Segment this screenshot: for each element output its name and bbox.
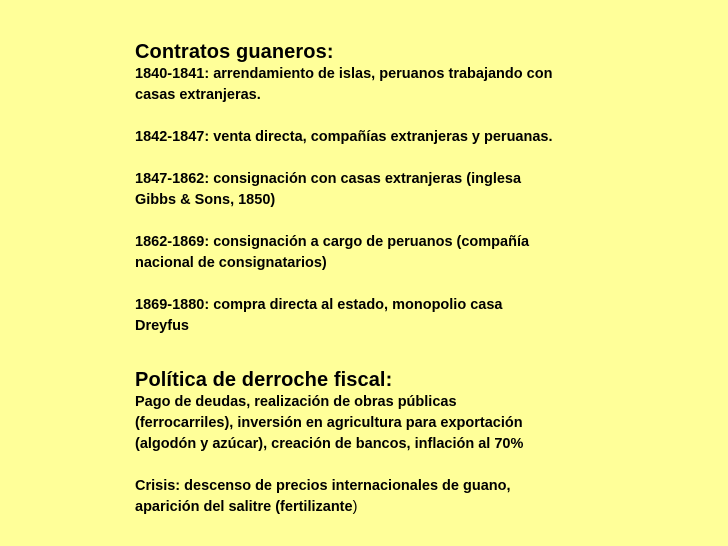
text-line: 1840-1841: arrendamiento de islas, peruanos trabajando con [135,66,553,82]
crisis-paragraph [135,476,605,518]
contract-period-1840 [135,64,605,106]
text-line: (algodón y azúcar), creación de bancos, inflación al 70% [135,436,524,452]
text-line: Dreyfus [135,318,189,334]
text-line: (ferrocarriles), inversión en agricultura para exportación [135,415,523,431]
section-title-contratos: Contratos guaneros: [135,41,334,63]
text-line: 1847-1862: consignación con casas extranjeras (inglesa [135,171,522,187]
closing-paren: ) [352,499,358,515]
text-line: 1862-1869: consignación a cargo de peruanos (compañía [135,234,530,250]
crisis-text: aparición del salitre (fertilizante [135,499,353,515]
text-line-last [135,497,605,518]
section-title-politica: Política de derroche fiscal: [135,369,393,391]
text-line: Pago de deudas, realización de obras públicas [135,394,457,410]
contract-period-1869 [135,295,605,337]
text-line: nacional de consignatarios) [135,255,327,271]
text-line: Crisis: descenso de precios internacionales de guano, [135,478,511,494]
text-line: casas extranjeras. [135,87,261,103]
policy-paragraph [135,392,605,455]
slide-content [135,40,605,518]
text-line: 1869-1880: compra directa al estado, monopolio casa [135,297,503,313]
text-line: Gibbs & Sons, 1850) [135,192,276,208]
contract-period-1862 [135,232,605,274]
contract-period-1842 [135,127,605,148]
contract-period-1847 [135,169,605,211]
text-line: 1842-1847: venta directa, compañías extranjeras y peruanas. [135,129,553,145]
